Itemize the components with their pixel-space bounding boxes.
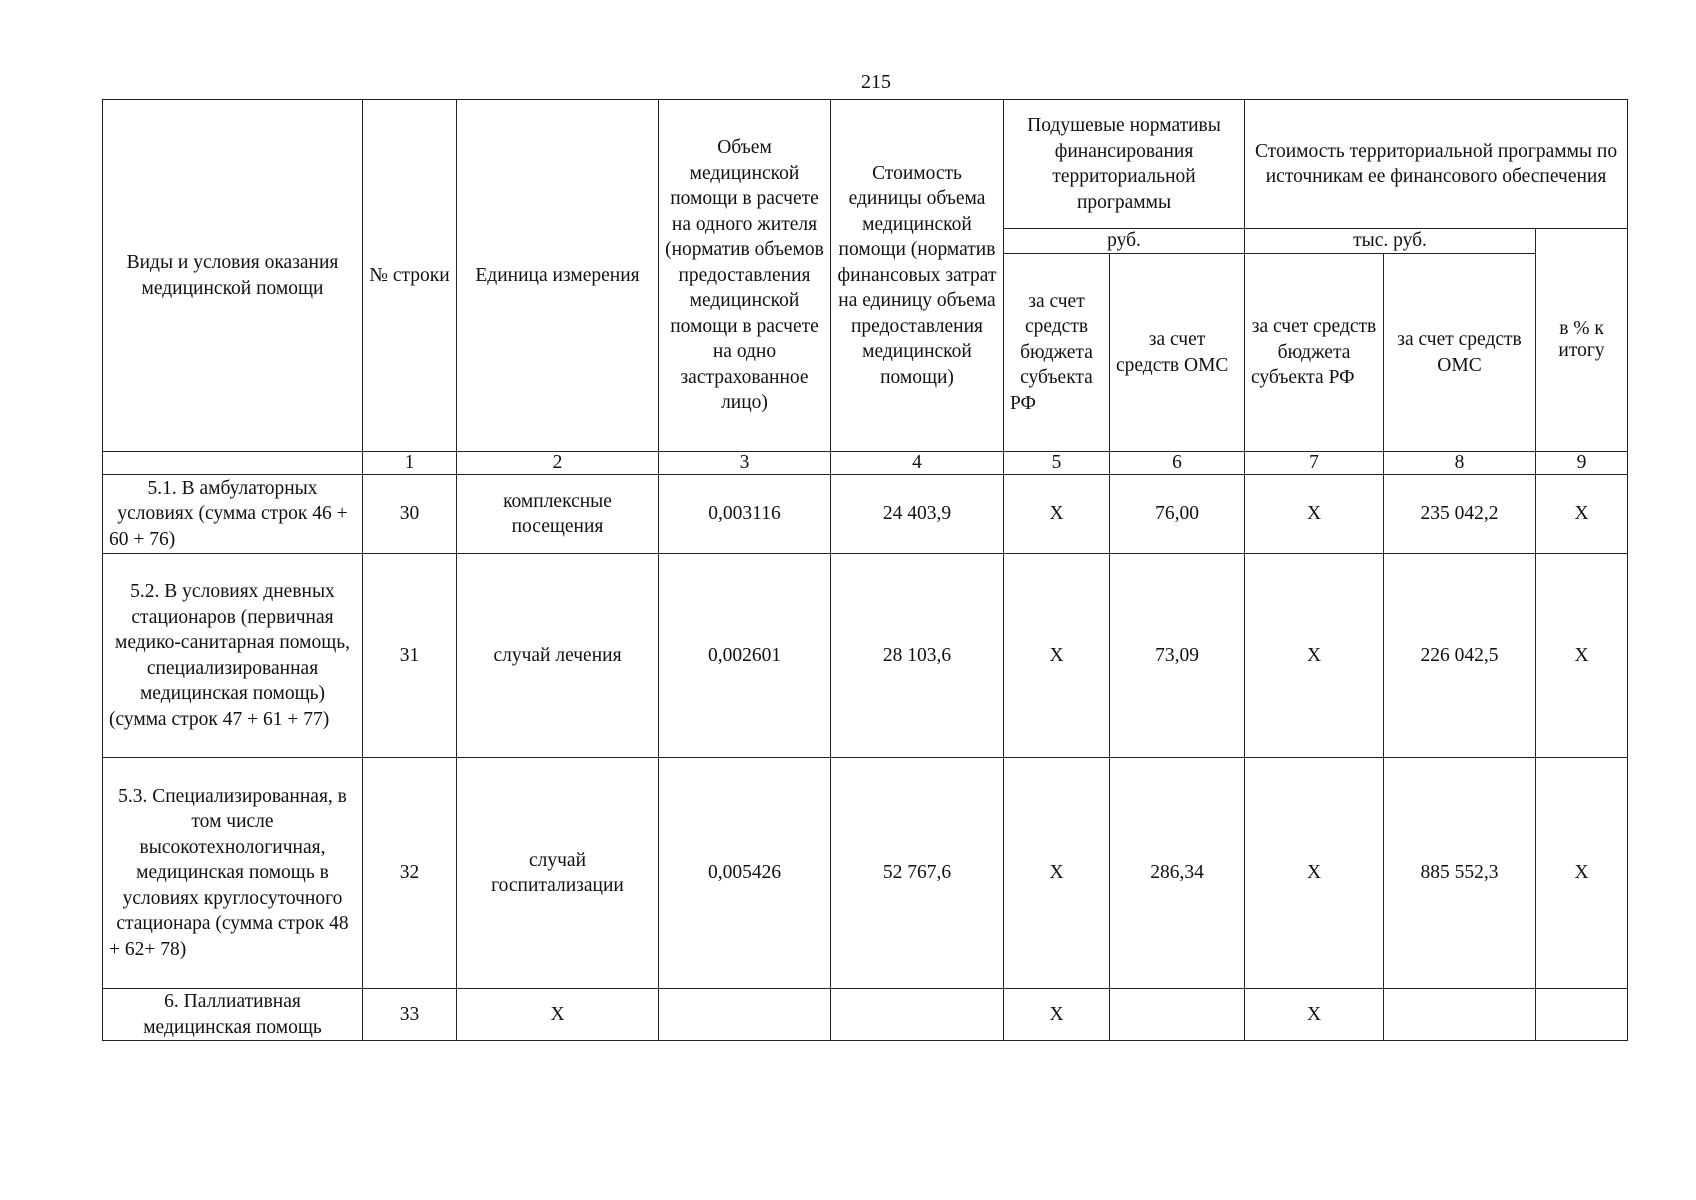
row-label: 5.1. В амбулаторных условиях (сумма строк 46 + 60 + 76): [103, 475, 363, 554]
row-volume: 0,002601: [659, 554, 831, 758]
table-row: [103, 475, 1628, 554]
header-thousand-rub: тыс. руб.: [1245, 229, 1536, 254]
row-label: 5.3. Специализированная, в том числе высокотехнологичная, медицинская помощь в условиях круглосуточного стационара (сумма строк 48 + 62+ 78): [103, 758, 363, 989]
row-col5: Х: [1004, 758, 1110, 989]
row-unit: случай лечения: [457, 554, 659, 758]
row-number: 33: [363, 989, 457, 1041]
row-number: 30: [363, 475, 457, 554]
row-number: 32: [363, 758, 457, 989]
header-row-1: [103, 100, 1628, 229]
row-col6: 286,34: [1110, 758, 1245, 989]
row-cost: [831, 989, 1004, 1041]
header-budget-subject-thousand: за счет средств бюджета субъекта РФ: [1245, 254, 1384, 452]
row-col6: 73,09: [1110, 554, 1245, 758]
header-percent-total: в % к итогу: [1536, 229, 1628, 452]
row-col8: 226 042,5: [1384, 554, 1536, 758]
row-volume: [659, 989, 831, 1041]
row-col9: Х: [1536, 475, 1628, 554]
row-col9: Х: [1536, 758, 1628, 989]
row-label: 6. Паллиативная медицинская помощь: [103, 989, 363, 1041]
header-per-capita: Подушевые нормативы финансирования территориальной программы: [1004, 100, 1245, 229]
column-number: [103, 452, 363, 475]
row-label: 5.2. В условиях дневных стационаров (первичная медико-санитарная помощь, специализированная медицинская помощь) (сумма строк 47 + 61 + 77): [103, 554, 363, 758]
row-col8: 885 552,3: [1384, 758, 1536, 989]
data-table: [102, 99, 1628, 1041]
header-cost: Стоимость единицы объема медицинской помощи (норматив финансовых затрат на единицу объема предоставления медицинской помощи): [831, 100, 1004, 452]
column-number: 4: [831, 452, 1004, 475]
row-volume: 0,003116: [659, 475, 831, 554]
page-number: 215: [861, 71, 891, 93]
row-col6: [1110, 989, 1245, 1041]
header-unit: Единица измерения: [457, 100, 659, 452]
header-volume: Объем медицинской помощи в расчете на одного жителя (норматив объемов предоставления медицинской помощи в расчете на одно застрахованное лицо): [659, 100, 831, 452]
row-col5: Х: [1004, 475, 1110, 554]
table-row: [103, 554, 1628, 758]
row-col9: Х: [1536, 554, 1628, 758]
column-number: 8: [1384, 452, 1536, 475]
column-number: 6: [1110, 452, 1245, 475]
header-oms-rub: за счет средств ОМС: [1110, 254, 1245, 452]
row-cost: 52 767,6: [831, 758, 1004, 989]
column-number: 1: [363, 452, 457, 475]
row-unit: случай госпитализации: [457, 758, 659, 989]
header-program-cost: Стоимость территориальной программы по источникам ее финансового обеспечения: [1245, 100, 1628, 229]
row-col7: Х: [1245, 475, 1384, 554]
header-row-no: № строки: [363, 100, 457, 452]
row-col7: Х: [1245, 554, 1384, 758]
row-unit: комплексные посещения: [457, 475, 659, 554]
header-budget-subject-rub: за счет средств бюджета субъекта РФ: [1004, 254, 1110, 452]
row-volume: 0,005426: [659, 758, 831, 989]
row-col8: [1384, 989, 1536, 1041]
row-number: 31: [363, 554, 457, 758]
row-cost: 28 103,6: [831, 554, 1004, 758]
column-number: 2: [457, 452, 659, 475]
column-numbers-row: [103, 452, 1628, 475]
header-oms-thousand: за счет средств ОМС: [1384, 254, 1536, 452]
table-row: [103, 758, 1628, 989]
row-col9: [1536, 989, 1628, 1041]
row-col5: Х: [1004, 989, 1110, 1041]
row-col8: 235 042,2: [1384, 475, 1536, 554]
row-unit: Х: [457, 989, 659, 1041]
row-cost: 24 403,9: [831, 475, 1004, 554]
row-col5: Х: [1004, 554, 1110, 758]
column-number: 3: [659, 452, 831, 475]
row-col6: 76,00: [1110, 475, 1245, 554]
column-number: 9: [1536, 452, 1628, 475]
row-col7: Х: [1245, 989, 1384, 1041]
header-kind: Виды и условия оказания медицинской помощи: [103, 100, 363, 452]
column-number: 7: [1245, 452, 1384, 475]
header-rub: руб.: [1004, 229, 1245, 254]
row-col7: Х: [1245, 758, 1384, 989]
table-row: [103, 989, 1628, 1041]
column-number: 5: [1004, 452, 1110, 475]
